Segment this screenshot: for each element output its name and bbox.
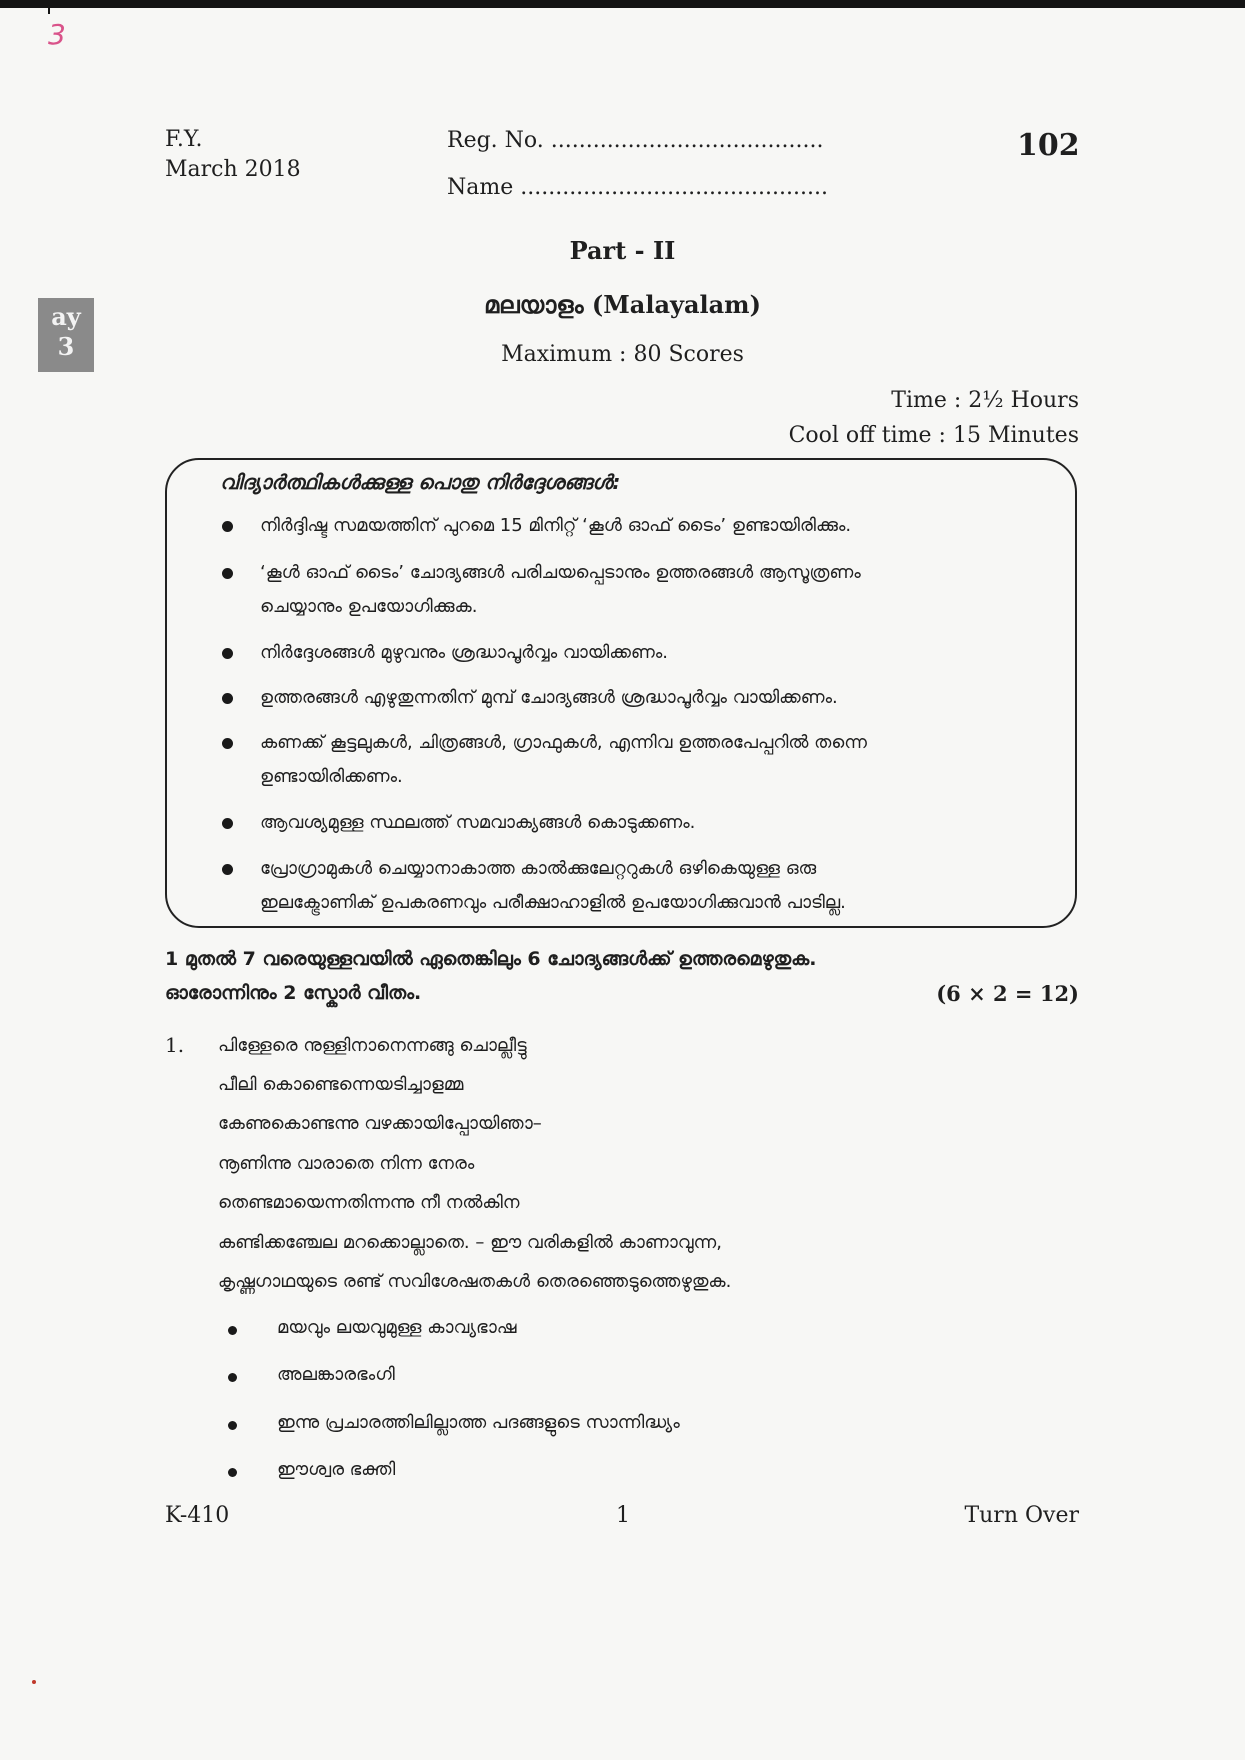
poem-line: തെണ്ടമായെന്നതിന്നന്നു നീ നൽകിന <box>218 1192 520 1213</box>
bullet-icon <box>222 864 233 875</box>
paper-code: 102 <box>1017 128 1080 163</box>
bullet-icon <box>222 568 233 579</box>
exam-code: K-410 <box>165 1503 230 1528</box>
exam-session: March 2018 <box>165 157 301 182</box>
question-prompt: കൃഷ്ണഗാഥയുടെ രണ്ട് സവിശേഷതകൾ തെരഞ്ഞെടുത്തെഴുതുക. <box>218 1271 732 1292</box>
instruction-text-cont: ഇലക്ട്രോണിക് ഉപകരണവും പരീക്ഷാഹാളിൽ ഉപയോഗിക്കുവാൻ പാടില്ല. <box>260 892 846 913</box>
bullet-icon <box>222 818 233 829</box>
instruction-item <box>222 556 1052 624</box>
option-text: ഈശ്വര ഭക്തി <box>277 1459 396 1480</box>
cool-off-time: Cool off time : 15 Minutes <box>788 423 1079 448</box>
instruction-text-cont: ചെയ്യാനും ഉപയോഗിക്കുക. <box>260 596 478 617</box>
reg-no-field: Reg. No. ....................................... <box>447 128 824 153</box>
instruction-text: ‘കൂൾ ഓഫ് ടൈം’ ചോദ്യങ്ങൾ പരിചയപ്പെടാനും ഉത്തരങ്ങൾ ആസൂത്രണം <box>260 562 861 583</box>
ink-speck <box>32 1680 36 1684</box>
side-stamp-line2: 3 <box>57 332 75 361</box>
bullet-icon <box>228 1421 237 1430</box>
name-field: Name ............................................ <box>447 175 828 200</box>
answer-option <box>222 1412 680 1433</box>
poem-line: നൂണിന്നു വാരാതെ നിന്ന നേരം <box>218 1153 475 1174</box>
instruction-text: നിർദ്ദിഷ്ട സമയത്തിന് പുറമെ 15 മിനിറ്റ് ‘കൂൾ ഓഫ് ടൈം’ ഉണ്ടായിരിക്കും. <box>260 515 852 536</box>
side-stamp-line1: ay <box>51 302 81 331</box>
option-text: അലങ്കാരഭംഗി <box>277 1364 395 1385</box>
score-direction: ഓരോന്നിനും 2 സ്കോർ വീതം. <box>165 982 422 1004</box>
instruction-item <box>222 806 1052 840</box>
poem-line: കണ്ടിക്കഞ്ചേല മറക്കൊല്ലാതെ. – ഈ വരികളിൽ കാണാവുന്ന, <box>218 1232 722 1253</box>
exam-name: F.Y. <box>165 127 203 152</box>
question-direction: 1 മുതൽ 7 വരെയുള്ളവയിൽ ഏതെങ്കിലും 6 ചോദ്യങ്ങൾക്ക് ഉത്തരമെഴുതുക. <box>165 948 817 970</box>
instruction-text-cont: ഉണ്ടായിരിക്കണം. <box>260 766 403 787</box>
question-number: 1. <box>165 1033 185 1057</box>
subject-title: മലയാളം (Malayalam) <box>484 290 761 319</box>
maximum-scores: Maximum : 80 Scores <box>501 342 744 367</box>
answer-option <box>222 1459 395 1480</box>
poem-line: കേണുകൊണ്ടന്നു വഴക്കായിപ്പോയിഞാ– <box>218 1113 542 1134</box>
bullet-icon <box>222 738 233 749</box>
bullet-icon <box>222 648 233 659</box>
poem-line: പിള്ളേരെ നുള്ളിനാനെന്നങ്ങു ചൊല്ലീട്ടു <box>218 1035 527 1056</box>
bullet-icon <box>222 693 233 704</box>
top-edge-line <box>0 0 1245 8</box>
poem-line: പീലി കൊണ്ടെന്നെയടിച്ചാളമ്മ <box>218 1074 464 1095</box>
instruction-text: പ്രോഗ്രാമുകൾ ചെയ്യാനാകാത്ത കാൽക്കുലേറ്ററുകൾ ഒഴികെയുള്ള ഒരു <box>260 858 817 879</box>
answer-option <box>222 1364 395 1385</box>
bullet-icon <box>222 521 233 532</box>
answer-option <box>222 1317 517 1338</box>
option-text: മയവും ലയവുമുള്ള കാവ്യഭാഷ <box>277 1317 517 1338</box>
part-heading: Part - II <box>569 236 676 265</box>
instruction-text: ആവശ്യമുള്ള സ്ഥലത്ത് സമവാക്യങ്ങൾ കൊടുക്കണം. <box>260 812 696 833</box>
top-edge-tick <box>48 0 50 14</box>
instruction-text: കണക്ക് കൂട്ടലുകൾ, ചിത്രങ്ങൾ, ഗ്രാഫുകൾ, എന്നിവ ഉത്തരപേപ്പറിൽ തന്നെ <box>260 732 867 753</box>
instruction-text: ഉത്തരങ്ങൾ എഴുതുന്നതിന് മുമ്പ് ചോദ്യങ്ങൾ ശ്രദ്ധാപൂർവ്വം വായിക്കണം. <box>260 687 838 708</box>
section-score: (6 × 2 = 12) <box>936 981 1079 1006</box>
bullet-icon <box>228 1326 237 1335</box>
bullet-icon <box>228 1468 237 1477</box>
instruction-item <box>222 636 1052 670</box>
turn-over-note: Turn Over <box>964 1503 1079 1528</box>
option-text: ഇന്നു പ്രചാരത്തിലില്ലാത്ത പദങ്ങളുടെ സാന്നിദ്ധ്യം <box>277 1412 680 1433</box>
instruction-text: നിർദ്ദേശങ്ങൾ മുഴുവനും ശ്രദ്ധാപൂർവ്വം വായിക്കണം. <box>260 642 668 663</box>
instructions-title: വിദ്യാർത്ഥികൾക്കുള്ള പൊതു നിർദ്ദേശങ്ങൾ: <box>220 470 621 494</box>
page-number: 1 <box>616 1503 630 1528</box>
instruction-item <box>222 681 1052 715</box>
time-allowed: Time : 2½ Hours <box>891 388 1079 413</box>
instruction-item <box>222 726 1052 794</box>
handwritten-page-number: 3 <box>48 18 66 51</box>
instruction-item <box>222 852 1052 920</box>
instruction-item <box>222 509 1052 543</box>
bullet-icon <box>228 1373 237 1382</box>
